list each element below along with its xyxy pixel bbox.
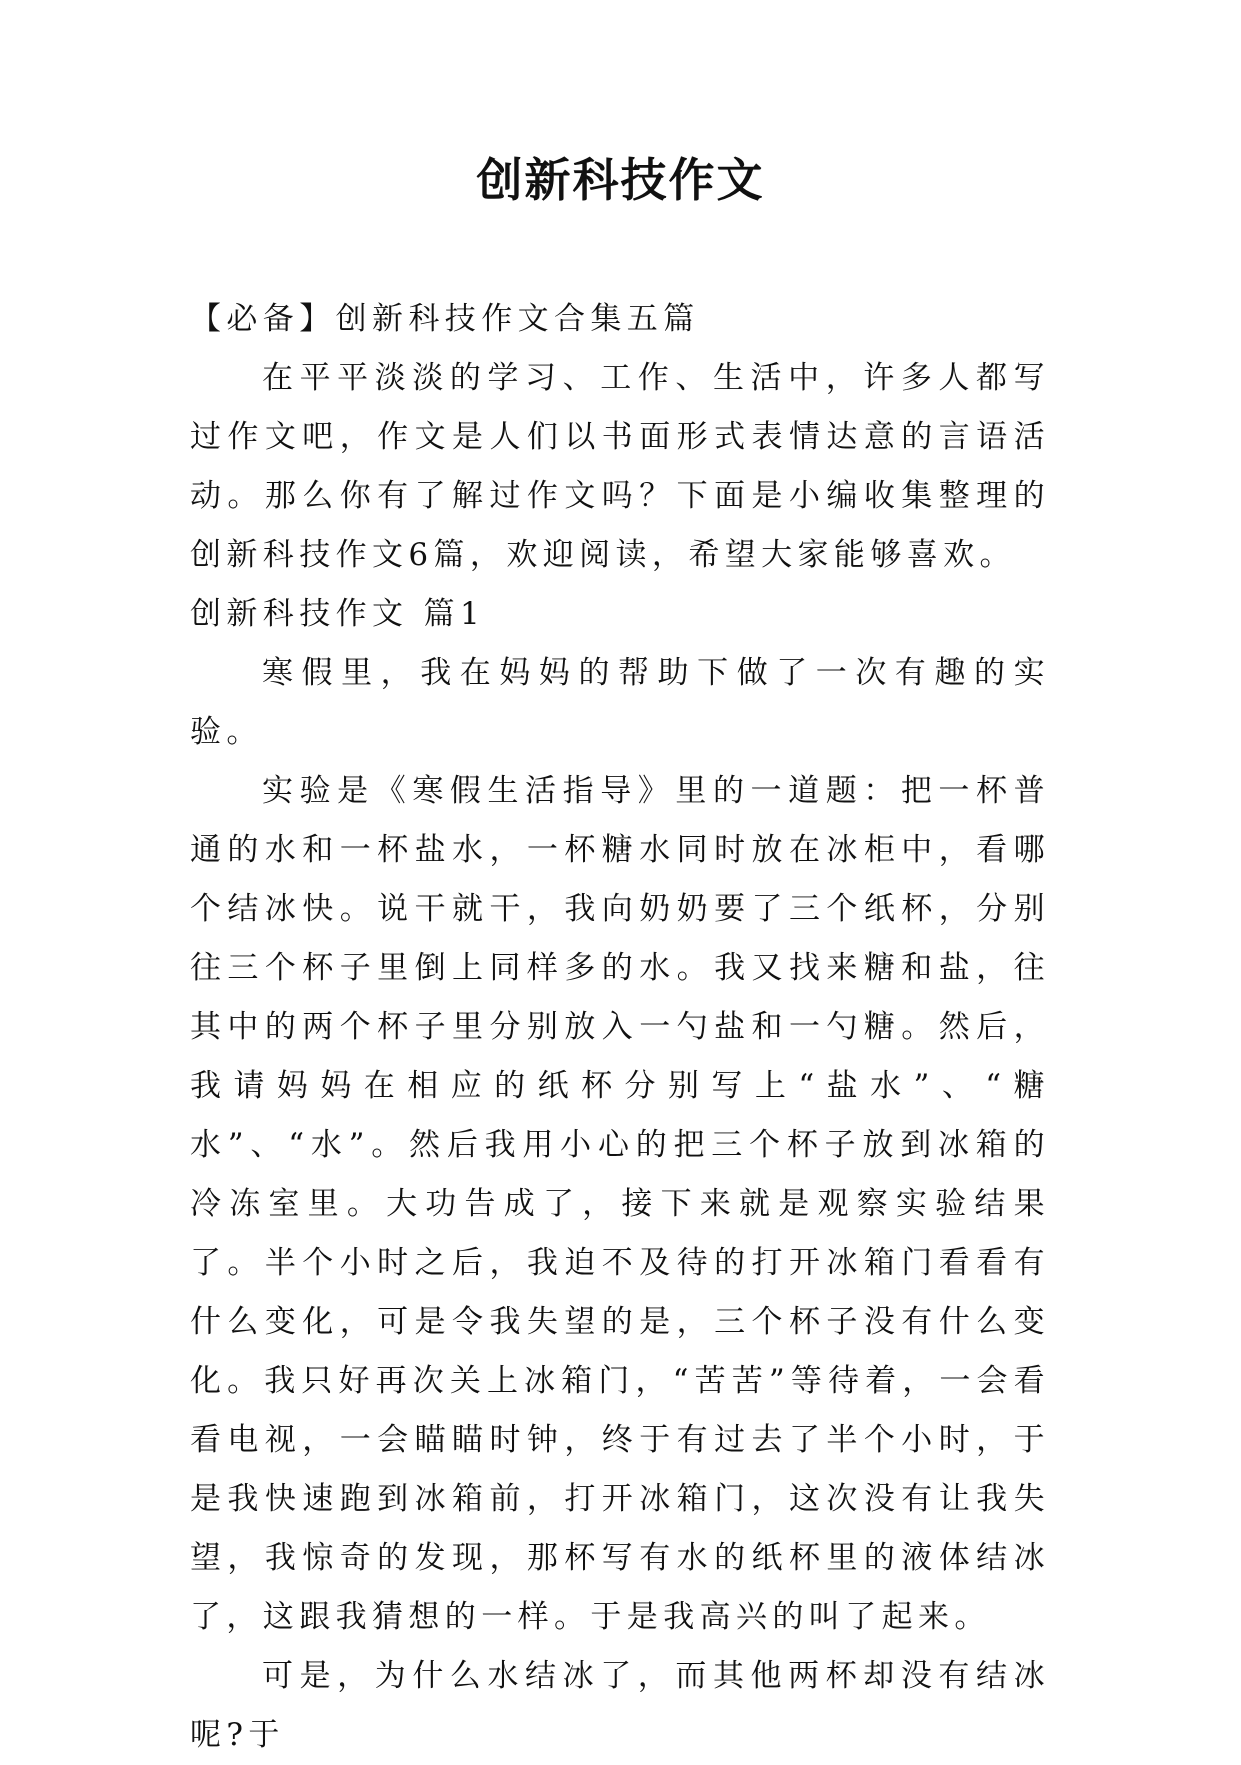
body-paragraph: 可是，为什么水结冰了，而其他两杯却没有结冰呢?于	[190, 1658, 1050, 1753]
document-title: 创新科技作文	[476, 153, 765, 207]
body-paragraph: 寒假里，我在妈妈的帮助下做了一次有趣的实验。	[190, 655, 1050, 750]
section-heading: 创新科技作文 篇1	[190, 596, 486, 632]
intro-paragraph: 在平平淡淡的学习、工作、生活中，许多人都写过作文吧，作文是人们以书面形式表情达意的言语活动。那么你有了解过作文吗？下面是小编收集整理的创新科技作文6篇，欢迎阅读，希望大家能够喜欢。	[190, 360, 1050, 573]
document-subtitle: 【必备】创新科技作文合集五篇	[190, 301, 700, 337]
body-paragraph: 实验是《寒假生活指导》里的一道题：把一杯普通的水和一杯盐水，一杯糖水同时放在冰柜中，看哪个结冰快。说干就干，我向奶奶要了三个纸杯，分别往三个杯子里倒上同样多的水。我又找来糖和盐，往其中的两个杯子里分别放入一勺盐和一勺糖。然后，我请妈妈在相应的纸杯分别写上“盐水”、“糖水”、“水”。然后我用小心的把三个杯子放到冰箱的冷冻室里。大功告成了，接下来就是观察实验结果了。半个小时之后，我迫不及待的打开冰箱门看看有什么变化，可是令我失望的是，三个杯子没有什么变化。我只好再次关上冰箱门，“苦苦”等待着，一会看看电视，一会瞄瞄时钟，终于有过去了半个小时，于是我快速跑到冰箱前，打开冰箱门，这次没有让我失望，我惊奇的发现，那杯写有水的纸杯里的液体结冰了，这跟我猜想的一样。于是我高兴的叫了起来。	[190, 773, 1050, 1635]
document-body	[190, 290, 1050, 1765]
